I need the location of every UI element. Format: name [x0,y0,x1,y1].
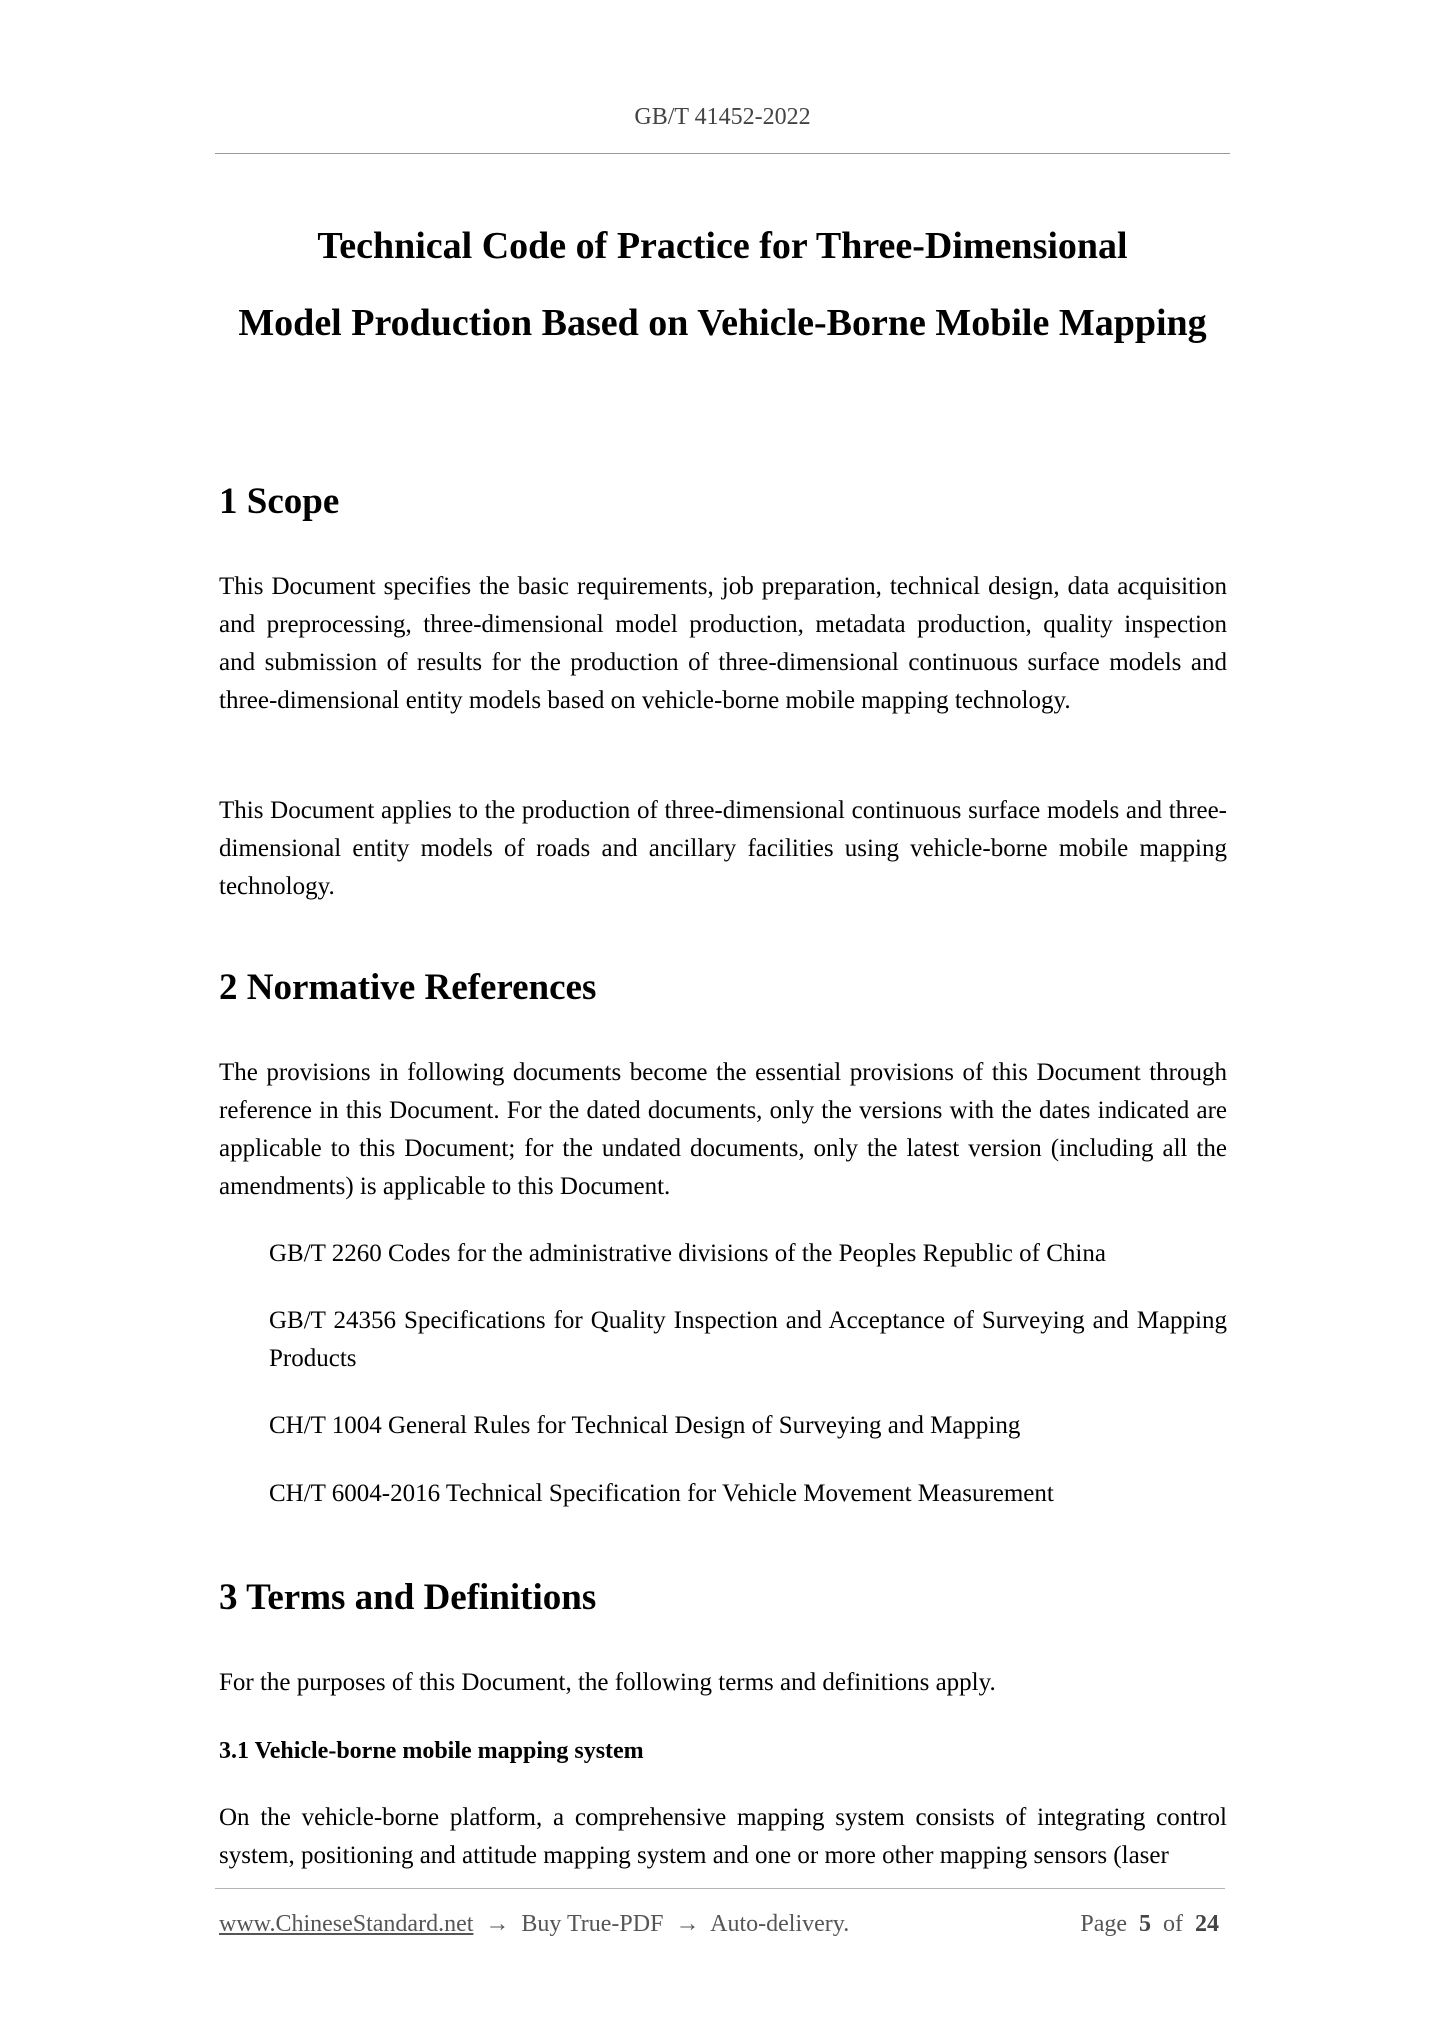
normative-paragraph-block [219,1054,1227,1206]
section-heading-scope: 1 Scope [219,481,340,522]
buy-pdf-text: Buy True-PDF [521,1911,664,1937]
term-heading-block [219,1733,1227,1769]
reference-item: CH/T 1004 General Rules for Technical Design of Surveying and Mapping [269,1412,1021,1439]
footer-divider [215,1888,1225,1889]
scope-paragraph-2-block [219,792,1227,906]
page-of-label: of [1163,1911,1183,1937]
reference-item: CH/T 6004-2016 Technical Specification for Vehicle Movement Measurement [269,1480,1054,1507]
reference-item: GB/T 2260 Codes for the administrative divisions of the Peoples Republic of China [269,1240,1106,1267]
scope-paragraph-2: This Document applies to the production of three-dimensional continuous surface models and three-dimensional entity models of roads and ancillary facilities using vehicle-borne mobile mapping technology. [219,797,1227,900]
title-line-1: Technical Code of Practice for Three-Dimensional [317,225,1128,267]
arrow-right-icon: → [675,1911,700,1937]
page-label: Page [1080,1911,1127,1937]
reference-item-block [219,1407,1227,1445]
scope-paragraph-1-block [219,568,1227,720]
term-definition-block [219,1799,1227,1875]
header-divider [215,153,1230,154]
section-scope [219,480,1227,524]
arrow-right-icon: → [485,1911,510,1937]
section-normative [219,966,1227,1010]
page-total: 24 [1195,1911,1219,1937]
document-title [180,208,1265,362]
normative-paragraph: The provisions in following documents become the essential provisions of this Document through reference in this Document. For the dated documents, only the versions with the dates indicated are applicable to this Document; for the undated documents, only the latest version (including all the amendments) is applicable to this Document. [219,1059,1227,1200]
section-heading-normative: 2 Normative References [219,967,597,1008]
reference-item-block [219,1302,1227,1378]
term-definition: On the vehicle-borne platform, a comprehensive mapping system consists of integrating control system, positioning and attitude mapping system and one or more other mapping sensors (laser [219,1804,1227,1869]
reference-item-block [219,1235,1227,1273]
auto-delivery-text: Auto-delivery. [710,1911,850,1937]
terms-paragraph-block [219,1664,1227,1702]
running-header: GB/T 41452-2022 [634,104,811,130]
page-current: 5 [1139,1911,1151,1937]
reference-item-block [219,1475,1227,1513]
terms-paragraph: For the purposes of this Document, the following terms and definitions apply. [219,1669,996,1696]
site-link[interactable]: www.ChineseStandard.net [219,1911,474,1937]
section-terms [219,1576,1227,1620]
term-heading: 3.1 Vehicle-borne mobile mapping system [219,1738,644,1764]
page-indicator [1080,1906,1225,1942]
section-heading-terms: 3 Terms and Definitions [219,1577,597,1618]
reference-item: GB/T 24356 Specifications for Quality Inspection and Acceptance of Surveying and Mapping Products [269,1307,1227,1372]
scope-paragraph-1: This Document specifies the basic requirements, job preparation, technical design, data acquisition and preprocessing, three-dimensional model production, metadata production, quality inspection and submission of results for the production of three-dimensional continuous surface models and three-dimensional entity models based on vehicle-borne mobile mapping technology. [219,573,1227,714]
title-line-2: Model Production Based on Vehicle-Borne Mobile Mapping [238,302,1207,344]
page-footer [219,1906,1225,1942]
